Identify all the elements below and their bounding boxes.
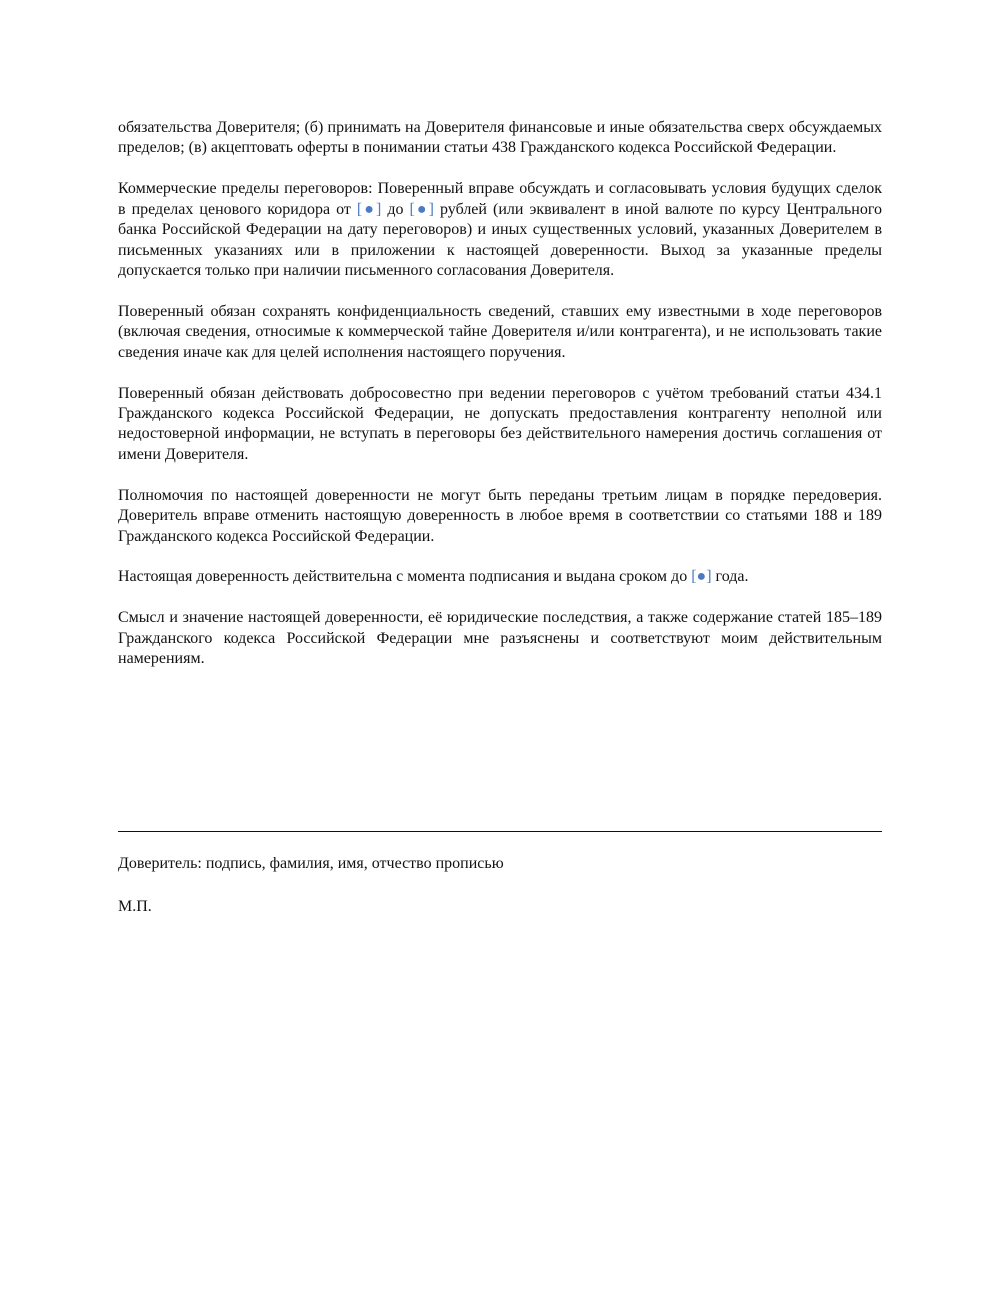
- placeholder-expiry-date: [●]: [691, 568, 712, 586]
- paragraph-good-faith: Поверенный обязан действовать добросовестно при ведении переговоров с учётом требований статьи 434.1 Гражданского кодекса Российской Федерации, не допускать предоставления контрагенту неполной или недостоверной информации, не вступать в переговоры без действительного намерения достичь соглашения от имени Доверителя.: [118, 384, 882, 463]
- commercial-limits-text-middle: до: [381, 200, 410, 218]
- paragraph-validity-term: [118, 567, 882, 587]
- paragraph-acknowledgement: Смысл и значение настоящей доверенности, её юридические последствия, а также содержание статей 185–189 Гражданского кодекса Российской Федерации мне разъяснены и соответствуют моим действительным намерениям.: [118, 609, 882, 668]
- paragraph-confidentiality: Поверенный обязан сохранять конфиденциальность сведений, ставших ему известными в ходе переговоров (включая сведения, относимые к коммерческой тайне Доверителя и/или контрагента), и не использовать такие сведения иначе как для целей исполнения настоящего поручения.: [118, 302, 882, 361]
- paragraph-no-delegation: Полномочия по настоящей доверенности не могут быть переданы третьим лицам в порядке передоверия. Доверитель вправе отменить настоящую доверенность в любое время в соответствии со статьями 188 и 189 Гражданского кодекса Российской Федерации.: [118, 486, 882, 545]
- signature-caption: Доверитель: подпись, фамилия, имя, отчество прописью: [118, 855, 504, 872]
- placeholder-price-from: [●]: [356, 200, 382, 218]
- stamp-label: М.П.: [118, 898, 152, 915]
- paragraph-commercial-limits: [118, 179, 882, 281]
- paragraph-obligations-limits: обязательства Доверителя; (б) принимать на Доверителя финансовые и иные обязательства сверх обсуждаемых пределов; (в) акцептовать оферты в понимании статьи 438 Гражданского кодекса Российской Федерации.: [118, 119, 882, 157]
- document-body: [118, 118, 882, 690]
- placeholder-price-to: [●]: [409, 200, 434, 218]
- commercial-limits-text-end: рублей (или эквивалент в иной валюте по курсу Центрального банка Российской Федерации на дату переговоров) и иных существенных условий, указанных Доверителем в письменных указаниях или в приложении к настоящей доверенности. Выход за указанные пределы допускается только при наличии письменного согласования Доверителя.: [118, 200, 882, 279]
- validity-text-end: года.: [711, 568, 749, 586]
- validity-text-start: Настоящая доверенность действительна с момента подписания и выдана сроком до: [118, 568, 692, 586]
- commercial-limits-text-start: Коммерческие пределы переговоров: Поверенный вправе обсуждать и согласовывать условия будущих сделок в пределах ценового коридора от: [118, 180, 882, 218]
- signature-line: [118, 831, 882, 832]
